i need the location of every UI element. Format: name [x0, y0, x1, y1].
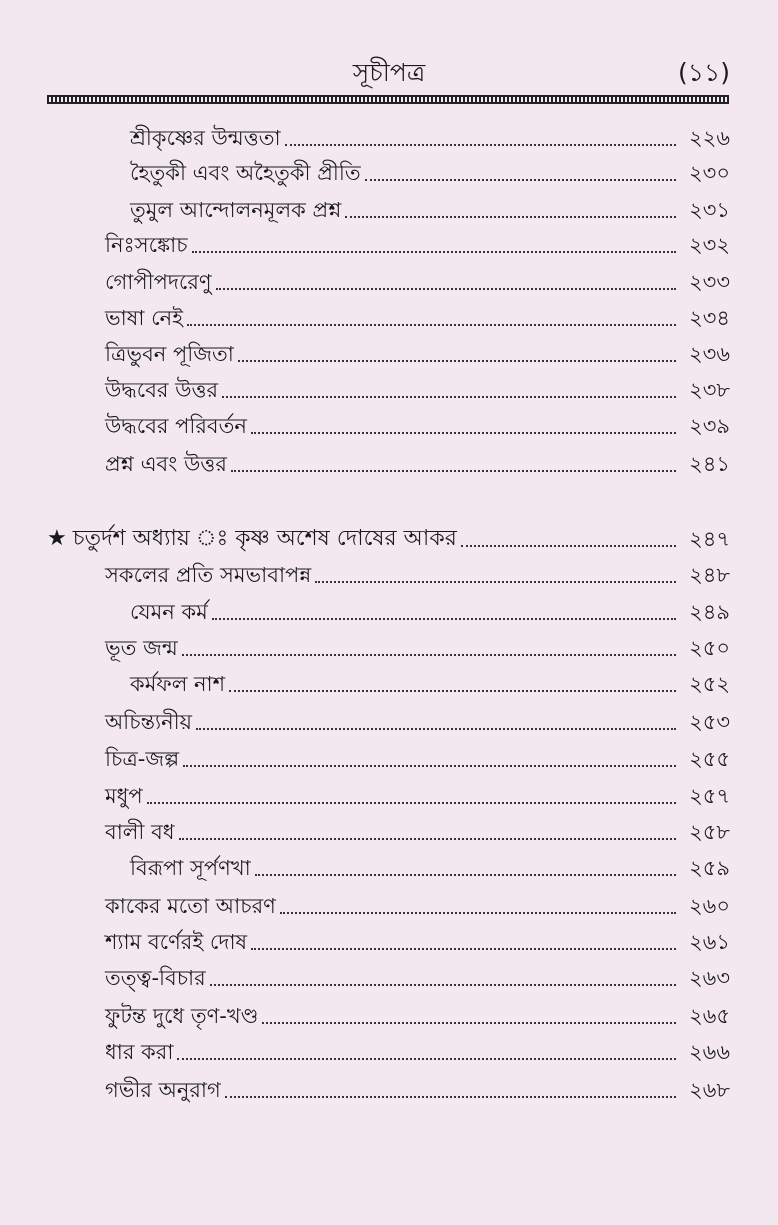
- entry-page-number: ২৬৫: [689, 1004, 730, 1028]
- entry-title: কর্মফল নাশ: [130, 672, 226, 696]
- toc-entry: [105, 225, 730, 259]
- entry-title: হৈতুকী এবং অহৈতুকী প্রীতি: [130, 161, 361, 185]
- toc-entry: [105, 555, 730, 589]
- entry-title: ত্রিভুবন পূজিতা: [105, 342, 234, 366]
- toc-entry: [130, 153, 730, 187]
- toc-entry: [105, 702, 730, 736]
- leader-dots: [182, 654, 676, 656]
- entry-page-number: ২৩২: [689, 233, 730, 257]
- entry-page-number: ২৪৯: [689, 600, 730, 624]
- entry-title: ফুটন্ত দুধে তৃণ-খণ্ড: [105, 1004, 259, 1028]
- entry-title: তুমুল আন্দোলনমূলক প্রশ্ন: [130, 198, 342, 222]
- toc-entry: [105, 739, 730, 773]
- entry-page-number: ২৫৮: [689, 820, 730, 844]
- entry-title: উদ্ধবের উত্তর: [105, 378, 219, 402]
- leader-dots: [251, 948, 676, 950]
- entry-title: মধুপ: [105, 784, 143, 808]
- entry-title: সকলের প্রতি সমভাবাপন্ন: [105, 563, 312, 587]
- entry-page-number: ২৬১: [689, 930, 730, 954]
- leader-dots: [345, 216, 676, 218]
- toc-entry: [105, 444, 730, 478]
- entry-title: ভাষা নেই: [105, 306, 184, 330]
- leader-dots: [280, 912, 676, 914]
- leader-dots: [212, 618, 676, 620]
- entry-page-number: ২৬০: [689, 894, 730, 918]
- entry-title: শ্যাম বর্ণেরই দোষ: [105, 930, 248, 954]
- toc-entry: [105, 1070, 730, 1104]
- leader-dots: [262, 1022, 676, 1024]
- leader-dots: [192, 251, 676, 253]
- entry-title: গোপীপদরেণু: [105, 270, 212, 294]
- leader-dots: [229, 690, 676, 692]
- entry-title: প্রশ্ন এবং উত্তর: [105, 452, 227, 476]
- entry-page-number: ২৩৬: [689, 342, 730, 366]
- entry-page-number: ২৩১: [689, 198, 730, 222]
- toc-entry: [105, 262, 730, 296]
- toc-entry: [105, 776, 730, 810]
- entry-title: চিত্র-জল্প: [105, 747, 180, 771]
- chapter-entry: [47, 519, 730, 553]
- leader-dots: [210, 984, 676, 986]
- entry-title: বিরূপা সূর্পণখা: [130, 856, 251, 880]
- entry-title: যেমন কর্ম: [130, 600, 208, 624]
- entry-page-number: ২৪১: [689, 452, 730, 476]
- entry-page-number: ২২৬: [689, 126, 730, 150]
- entry-title: চতুর্দশ অধ্যায় ঃ কৃষ্ণ অশেষ দোষের আকর: [72, 526, 457, 551]
- toc-entry: [105, 922, 730, 956]
- entry-title: অচিন্ত্যনীয়: [105, 710, 193, 734]
- entry-title: কাকের মতো আচরণ: [105, 894, 276, 918]
- entry-page-number: ২৩৯: [689, 414, 730, 438]
- entry-title: নিঃসঙ্কোচ: [105, 233, 188, 257]
- leader-dots: [231, 470, 676, 472]
- toc-entry: [130, 190, 730, 224]
- entry-page-number: ২৫৭: [689, 784, 730, 808]
- entry-page-number: ২৫২: [689, 672, 730, 696]
- entry-title: গভীর অনুরাগ: [105, 1078, 221, 1102]
- leader-dots: [315, 581, 676, 583]
- toc-entry: [105, 996, 730, 1030]
- entry-page-number: ২৩৪: [689, 306, 730, 330]
- leader-dots: [183, 765, 676, 767]
- entry-title: তত্ত্ব-বিচার: [105, 966, 206, 990]
- leader-dots: [285, 144, 676, 146]
- star-icon: ★: [47, 526, 67, 551]
- leader-dots: [222, 396, 676, 398]
- entry-page-number: ২৬৬: [689, 1040, 730, 1064]
- toc-entry: [105, 958, 730, 992]
- toc-entry: [105, 406, 730, 440]
- entry-page-number: ২৪৭: [689, 527, 730, 551]
- toc-entry: [105, 370, 730, 404]
- toc-entry: [105, 334, 730, 368]
- entry-title: ভূত জন্ম: [105, 636, 178, 660]
- header-rule: [47, 95, 729, 104]
- page-title: সূচীপত্র: [352, 58, 426, 87]
- entry-title: উদ্ধবের পরিবর্তন: [105, 414, 247, 438]
- entry-page-number: ২৪৮: [689, 563, 730, 587]
- entry-page-number: ২৫০: [689, 636, 730, 660]
- leader-dots: [177, 1058, 676, 1060]
- entry-page-number: ২৩৮: [689, 378, 730, 402]
- toc-entry: [130, 664, 730, 698]
- entry-page-number: ২৩০: [689, 161, 730, 185]
- entry-page-number: ২৬৩: [689, 966, 730, 990]
- leader-dots: [196, 728, 676, 730]
- entry-title: বালী বধ: [105, 820, 175, 844]
- entry-page-number: ২৬৮: [689, 1078, 730, 1102]
- entry-page-number: ২৫৯: [689, 856, 730, 880]
- leader-dots: [461, 545, 676, 547]
- toc-entry: [105, 298, 730, 332]
- toc-entry: [105, 1032, 730, 1066]
- entry-page-number: ২৩৩: [689, 270, 730, 294]
- toc-entry: [130, 848, 730, 882]
- leader-dots: [238, 360, 676, 362]
- leader-dots: [187, 324, 676, 326]
- leader-dots: [225, 1096, 676, 1098]
- leader-dots: [365, 179, 676, 181]
- entry-title: ধার করা: [105, 1040, 174, 1064]
- entry-title: শ্রীকৃষ্ণের উন্মত্ততা: [130, 126, 281, 150]
- leader-dots: [216, 288, 676, 290]
- leader-dots: [179, 838, 676, 840]
- page-number: (১১): [678, 58, 730, 87]
- leader-dots: [251, 432, 676, 434]
- toc-entry: [105, 812, 730, 846]
- leader-dots: [147, 802, 676, 804]
- toc-entry: [105, 628, 730, 662]
- toc-entry: [105, 886, 730, 920]
- toc-entry: [130, 118, 730, 152]
- leader-dots: [255, 874, 676, 876]
- toc-entry: [130, 592, 730, 626]
- entry-page-number: ২৫৩: [689, 710, 730, 734]
- entry-page-number: ২৫৫: [689, 747, 730, 771]
